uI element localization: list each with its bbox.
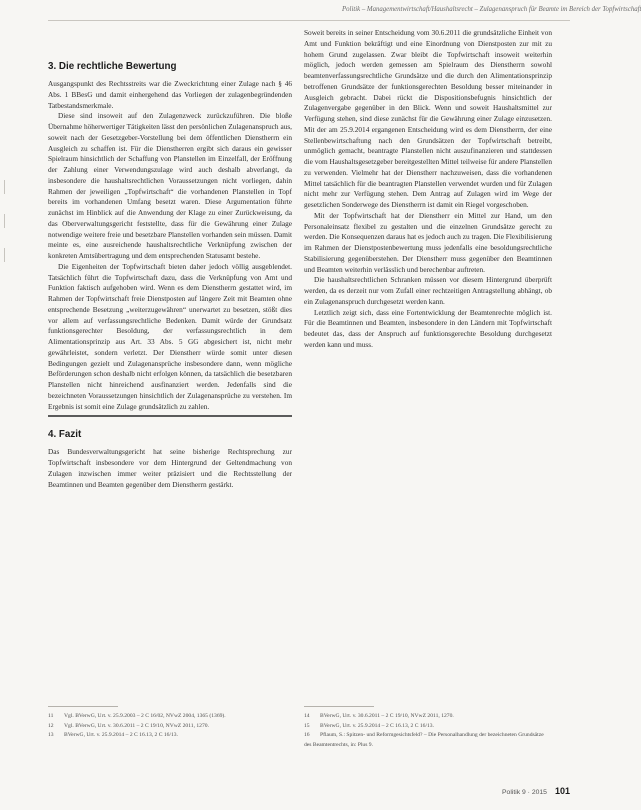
footnote	[48, 712, 292, 722]
footnote-text: Vgl. BVerwG, Urt. v. 25.9.2003 – 2 C 16/02, NVwZ 2004, 1365 (1369).	[64, 713, 226, 719]
footnote	[304, 731, 552, 750]
body-paragraph: Mit der Topfwirtschaft hat der Dienstherr ein Mittel zur Hand, um den Personaleinsatz flexibel zu gestalten und die einzelnen Grundsätze gerecht zu werden. Die Konsequenzen daraus hat es jedoch auch zu tragen. Die Flexibilisierung im Rahmen der Dienstpostenbewertung muss jedenfalls eine besoldungsrechtliche Stabilisierung gegenüberstehen. Der Dienstherr muss gegenüber den Beamtinnen und Beamten weiterhin verlässlich und berechenbar auftreten.	[304, 210, 552, 274]
running-header: Politik – Managementwirtschaft/Haushaltsrecht – Zulagenanspruch für Beamte im Bereich der Topfwirtschaft	[342, 6, 641, 13]
footnote	[48, 731, 292, 741]
footnote-number: 14	[304, 713, 310, 719]
footnote-rule	[304, 706, 374, 707]
footnote-number: 11	[48, 713, 54, 719]
footnote-number: 16	[304, 732, 310, 739]
footnote-text: BVerwG, Urt. v. 25.9.2014 – 2 C 16.13, 2 C 16/13.	[320, 722, 434, 729]
footnote-text: BVerwG, Urt. v. 25.9.2014 – 2 C 16.13, 2 C 16/13.	[64, 732, 178, 739]
footnote-text: BVerwG, Urt. v. 30.6.2011 – 2 C 19/10, NVwZ 2011, 1270.	[320, 713, 454, 719]
footnote	[48, 722, 292, 732]
section-3-paragraph: Die Eigenheiten der Topfwirtschaft bieten daher jedoch völlig ausgeblendet. Tatsächlich führt die Topfwirtschaft dazu, dass die Verknüpfung von Amt und Funktion faktisch aufgehoben wird. Wenn es dem Dienstherrn gestattet wird, im Rahmen der Topfwirtschaft freie Dienstposten auf längere Zeit mit Beamten ohne entsprechende Besetzung „weiterzugewähren“ unerwartet zu besetzen, stößt dies vor allem auf verfassungsrechtliche Bedenken. Damit würde der Grundsatz funktionsgerechter Besoldung, der verfassungsrechtlich in dem Alimentationsprinzip aus Art. 33 Abs. 5 GG abgesichert ist, nicht mehr gewährleistet, sondern verletzt. Der Dienstherr würde somit unter diesen Bedingungen gezielt und Zulagenansprüche insbesondere dann, wenn mögliche Beförderungen schon deshalb nicht erfolgen können, da tatsächlich die besetzbaren Planstellen nicht hinreichend ausfinanziert werden. Jedenfalls sind die bezeichneten Voraussetzungen hinsichtlich der Zulagenansprüche zu verstehen. Im Ergebnis ist somit eine Zulage grundsätzlich zu zahlen.	[48, 261, 292, 411]
section-3-paragraph: Diese sind insoweit auf den Zulagenzweck zurückzuführen. Die bloße Übernahme höherwertiger Tätigkeiten lässt den persönlichen Zulagenanspruch aus, soweit nach der Gesetzgeber-Vorstellung bei dem öffentlichen Dienstherrn ein Ausgleich zu schaffen ist. Für die Dienstherren ergibt sich daraus ein gewisser Spielraum hinsichtlich der Schaffung von Planstellen im Einzelfall, der Eröffnung der Zahlung einer Verwendungszulage wird auch deshalb abverlangt, da insbesondere die haushaltsrechtlichen Voraussetzungen nicht vorliegen, dahin Rahmen der jeweiligen „Topfwirtschaft“ die vorhandenen Planstellen in Topf bereits im vorhandenen Umfang besetzt waren. Diese Argumentation führte zunächst im Hinblick auf die Anwendung der Klage zu einer Zurückweisung, da das Oberverwaltungsgericht feststellte, dass für die Gewährung einer Zulage notwendige weitere freie und besetzbare Planstellen vorhanden sein müssen. Damit meinte es, eine ausreichende haushaltsrechtliche Verknüpfung zwischen der konkreten Amtsübertragung und dem entsprechenden Statusamt bestehe.	[48, 111, 292, 260]
footnote-text: Vgl. BVerwG, Urt. v. 30.6.2011 – 2 C 19/10, NVwZ 2011, 1270.	[64, 722, 209, 729]
footnote-text: Pflaum, S.: Spitzen- und Reformgesichtsfeld? – Die Personalhandlung der bezeichneten Grundsätze des Beamtentrechts, in: Plus 9.	[304, 732, 544, 748]
footnote	[304, 722, 552, 732]
footnotes-left	[48, 706, 292, 741]
footnote-number: 12	[48, 722, 54, 729]
header-rule	[48, 20, 570, 21]
footnote	[304, 712, 552, 722]
footnote-number: 15	[304, 722, 310, 729]
section-4-title: 4. Fazit	[48, 429, 82, 441]
page-number: 101	[554, 786, 570, 796]
body-paragraph: Die haushaltsrechtlichen Schranken müssen vor diesem Hintergrund überprüft werden, da es derzeit nur vom Zufall einer rechtzeitigen Antragstellung abhängt, ob ein Zulagenanspruch durchgesetzt werden kann.	[304, 275, 552, 306]
section-3-title: 3. Die rechtliche Bewertung	[48, 61, 177, 72]
footnote-rule	[48, 706, 118, 707]
body-paragraph: Soweit bereits in seiner Entscheidung vom 30.6.2011 die grundsätzliche Einheit von Amt und Funktion bekräftigt und eine Einordnung von Dienstposten zur mit zu hohem Grund zugelassen. Zwar bleibt die Topfwirtschaft insoweit weiterhin möglich, jedoch werden gemessen am Spielraum des Dienstherrn sowohl beamtenverfassungsrechtliche Grundsätze und die durch den Alimentationsprinzip betroffenen Grundsätze der funktionsgerechten Besoldung besser miteinander in Ausgleich gebracht. Dabei rückt die Dispositionsbefugnis hinsichtlich der Zulagenvergabe gegenüber in den Blick. Wenn und soweit Haushaltsmittel zur Verfügung stehen, sind diese zunächst für die Gewährung einer Zulage einzusetzen. Mit der am 25.9.2014 ergangenen Entscheidung wird es dem Dienstherrn, der eine Stellenbewirtschaftung nach den Grundsätzen der Topfwirtschaft betreibt, unmöglich gemacht, beantragte Planstellen nicht auszufinanzieren und stattdessen die vom Haushaltsgesetzgeber bereitgestellten Mittel teilweise für andere Planstellen zu verwenden. Vielmehr hat der Dienstherr nachzuweisen, dass die vorhandenen Mittel tatsächlich für die beantragten Planstellen verwendet wurden und für Zulagen nicht mehr zur Verfügung stehen. Dem Antrag auf Zulagen wird im Wege der gesetzlichen Sonderwege des Dienstherrn ist damit ein Riegel vorgeschoben.	[304, 28, 553, 209]
footnotes-right	[304, 706, 552, 750]
left-column	[48, 28, 292, 490]
section-4-paragraph: Das Bundesverwaltungsgericht hat seine bisherige Rechtsprechung zur Topfwirtschaft insbesondere vor dem Hintergrund der Geltendmachung von Zulagen inzwischen immer weiter präzisiert und die Rechtsstellung der Beamtinnen und Beamten gegenüber dem Dienstherrn gestärkt.	[48, 447, 292, 489]
margin-marks	[4, 180, 5, 282]
section-3-paragraph: Ausgangspunkt des Rechtsstreits war die Zweckrichtung einer Zulage nach § 46 Abs. 1 BBesG und damit einhergehend das Vorliegen der zulagenbegründenden Tatbestandsmerkmale.	[48, 79, 292, 110]
footnote-number: 13	[48, 732, 54, 739]
right-column	[304, 28, 552, 351]
page-footer	[502, 786, 570, 796]
body-paragraph: Letztlich zeigt sich, dass eine Fortentwicklung der Beamtenrechte möglich ist. Für die Beamtinnen und Beamten, insbesondere in den Ländern mit Topfwirtschaft bedeutet das, dass der Anspruch auf funktionsgerechte Besoldung durchgesetzt werden kann und muss.	[304, 307, 552, 349]
journal-issue-label: Politik 9 · 2015	[502, 789, 547, 796]
